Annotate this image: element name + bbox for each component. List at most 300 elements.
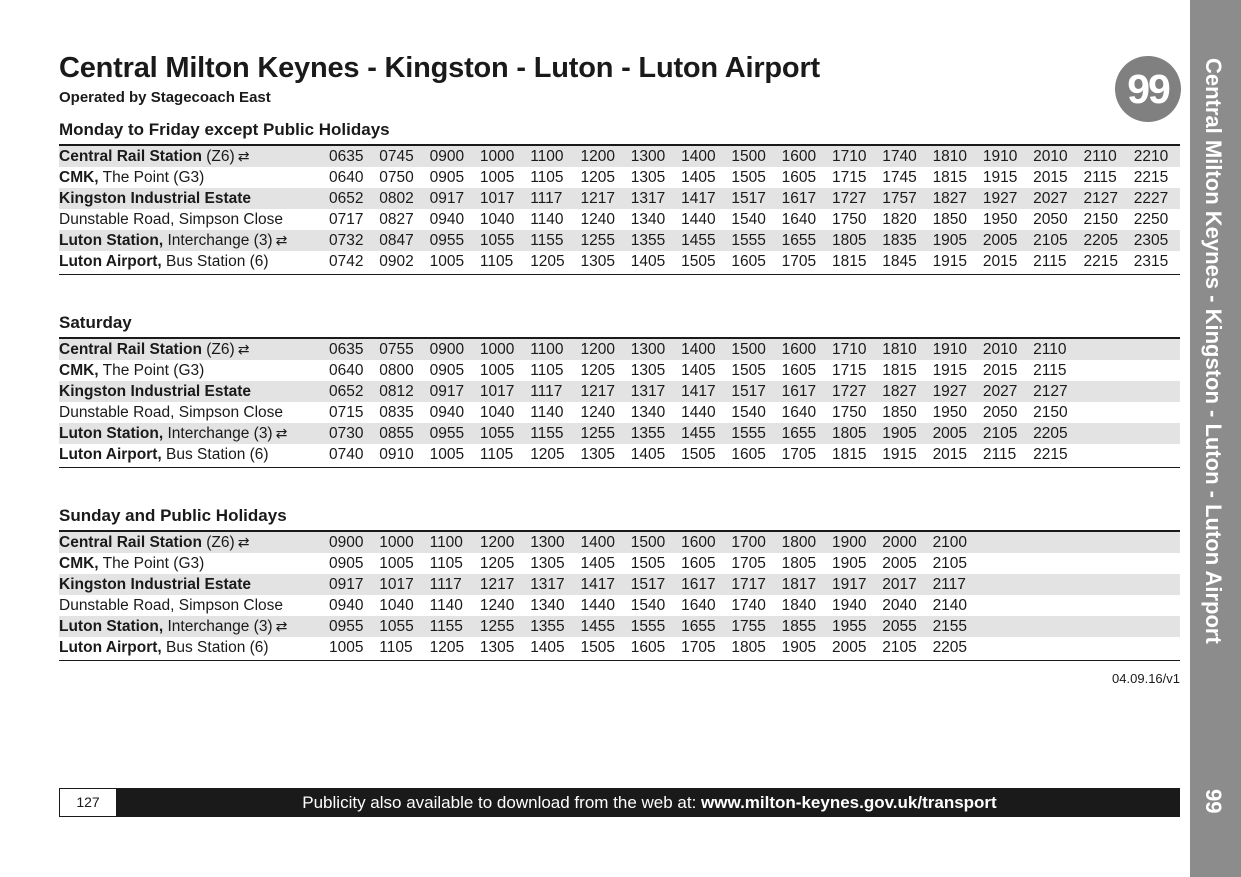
departure-time: 1750 <box>831 404 867 421</box>
departure-time: 1105 <box>530 362 564 379</box>
departure-time: 2155 <box>932 618 968 635</box>
departure-time: 2105 <box>1033 232 1068 249</box>
timetable-sunday <box>59 504 1180 661</box>
departure-time: 2127 <box>1083 190 1118 207</box>
departure-time: 1305 <box>580 446 615 463</box>
timetable-row <box>59 616 1180 637</box>
stop-detail: The Point (G3) <box>98 362 205 379</box>
stop-cell <box>59 444 329 465</box>
departure-time: 2027 <box>982 383 1018 400</box>
side-tab-route-number: 99 <box>1201 789 1226 814</box>
departure-time: 2005 <box>932 425 968 442</box>
section-heading: Monday to Friday except Public Holidays <box>59 118 1180 146</box>
departure-time: 1817 <box>781 576 817 593</box>
stop-cell <box>59 209 329 230</box>
departure-time: 1317 <box>630 383 666 400</box>
stop-detail: Dunstable Road, Simpson Close <box>59 597 284 614</box>
departure-time: 1255 <box>580 232 615 249</box>
departure-time: 1605 <box>731 446 766 463</box>
departure-time: 1740 <box>731 597 766 614</box>
departure-time: 1910 <box>932 341 968 358</box>
departure-time: 2205 <box>932 639 968 656</box>
departure-time: 1405 <box>530 639 565 656</box>
departure-time: 0750 <box>379 169 414 186</box>
timetable-row <box>59 423 1180 444</box>
departure-time: 1405 <box>630 253 666 270</box>
timetable-row <box>59 595 1180 616</box>
departure-time: 2215 <box>1133 169 1169 186</box>
departure-time: 1455 <box>681 232 716 249</box>
departure-time: 1005 <box>479 169 515 186</box>
departure-time: 1355 <box>530 618 565 635</box>
departure-time: 1540 <box>630 597 666 614</box>
departure-time: 2010 <box>982 341 1018 358</box>
departure-time: 1405 <box>580 555 615 572</box>
departure-time: 1200 <box>479 534 515 551</box>
departure-time: 2017 <box>882 576 917 593</box>
departure-time: 1555 <box>630 618 666 635</box>
departure-time: 1340 <box>530 597 565 614</box>
stop-name: Kingston Industrial Estate <box>59 383 252 400</box>
departure-time: 0640 <box>329 362 364 379</box>
departure-time: 2050 <box>982 404 1018 421</box>
departure-time: 0955 <box>429 232 465 249</box>
departure-time: 1755 <box>731 618 766 635</box>
departure-time: 1845 <box>882 253 917 270</box>
stop-name: Luton Airport, <box>59 253 162 270</box>
departure-time: 1605 <box>781 169 817 186</box>
stop-name: Luton Airport, <box>59 446 162 463</box>
stop-detail: (Z6) <box>201 341 235 358</box>
departure-time: 1727 <box>831 383 867 400</box>
stop-cell <box>59 251 329 272</box>
departure-time: 1640 <box>781 211 817 228</box>
departure-time: 2115 <box>1033 362 1067 379</box>
departure-time: 0800 <box>379 362 414 379</box>
stop-detail: (Z6) <box>201 534 235 551</box>
departure-time: 0717 <box>329 211 364 228</box>
departure-time: 1040 <box>479 211 515 228</box>
departure-time: 1950 <box>932 404 968 421</box>
stop-name: Luton Station, <box>59 425 164 442</box>
departure-time: 1517 <box>731 383 766 400</box>
departure-time: 2100 <box>932 534 968 551</box>
departure-time: 2205 <box>1033 425 1068 442</box>
departure-time: 1200 <box>580 341 615 358</box>
departure-time: 1655 <box>681 618 716 635</box>
departure-time: 1927 <box>982 190 1018 207</box>
departure-time: 1505 <box>630 555 666 572</box>
stop-detail: The Point (G3) <box>98 555 205 572</box>
departure-time: 1455 <box>681 425 716 442</box>
departure-time: 1340 <box>630 404 666 421</box>
departure-time: 1850 <box>882 404 917 421</box>
stop-detail: Bus Station (6) <box>161 253 269 270</box>
departure-time: 1205 <box>580 169 615 186</box>
departure-time: 1305 <box>630 362 666 379</box>
departure-time: 1440 <box>580 597 615 614</box>
departure-time: 1255 <box>479 618 515 635</box>
departure-time: 1915 <box>932 253 968 270</box>
timetable-weekday <box>59 118 1180 275</box>
stop-detail: Dunstable Road, Simpson Close <box>59 211 284 228</box>
departure-time: 1915 <box>932 362 968 379</box>
departure-time: 1705 <box>781 446 817 463</box>
departure-time: 1305 <box>479 639 515 656</box>
departure-time: 1017 <box>479 383 515 400</box>
departure-time: 0900 <box>329 534 364 551</box>
departure-time: 1240 <box>580 404 615 421</box>
departure-time: 2315 <box>1133 253 1169 270</box>
departure-time: 1400 <box>681 148 716 165</box>
departure-time: 2105 <box>982 425 1018 442</box>
departure-time: 1205 <box>530 253 565 270</box>
stop-detail: Dunstable Road, Simpson Close <box>59 404 284 421</box>
departure-time: 1655 <box>781 232 817 249</box>
departure-time: 1140 <box>530 211 564 228</box>
departure-time: 1217 <box>580 190 615 207</box>
departure-time: 2000 <box>882 534 917 551</box>
departure-time: 1317 <box>630 190 666 207</box>
departure-time: 0902 <box>379 253 414 270</box>
departure-time: 0730 <box>329 425 364 442</box>
page-number: 127 <box>60 789 116 816</box>
stop-name: Central Rail Station <box>59 534 202 551</box>
stop-cell <box>59 339 329 360</box>
departure-time: 1940 <box>831 597 867 614</box>
departure-time: 1105 <box>429 555 463 572</box>
stop-name: CMK, <box>59 362 99 379</box>
departure-time: 2115 <box>1033 253 1067 270</box>
stop-cell <box>59 574 329 595</box>
national-rail-icon: ⇄ <box>275 232 288 248</box>
departure-time: 2010 <box>1033 148 1068 165</box>
departure-time: 0742 <box>329 253 364 270</box>
timetable-row <box>59 553 1180 574</box>
departure-time: 2027 <box>1033 190 1068 207</box>
stop-detail: Bus Station (6) <box>161 446 269 463</box>
timetable-row <box>59 360 1180 381</box>
departure-time: 1500 <box>731 341 766 358</box>
departure-time: 1500 <box>731 148 766 165</box>
departure-time: 1300 <box>530 534 565 551</box>
departure-time: 0910 <box>379 446 414 463</box>
departure-time: 1710 <box>831 341 867 358</box>
departure-time: 1505 <box>731 169 766 186</box>
side-tab-title: Central Milton Keynes - Kingston - Luton - Luton Airport <box>1201 58 1226 644</box>
departure-time: 1605 <box>781 362 817 379</box>
departure-time: 1405 <box>681 169 716 186</box>
departure-time: 1405 <box>630 446 666 463</box>
departure-time: 1555 <box>731 232 766 249</box>
departure-time: 0740 <box>329 446 364 463</box>
departure-time: 1827 <box>882 383 917 400</box>
departure-time: 1815 <box>831 253 867 270</box>
departure-time: 1455 <box>580 618 615 635</box>
departure-time: 1905 <box>831 555 867 572</box>
departure-time: 1240 <box>479 597 515 614</box>
stop-cell <box>59 402 329 423</box>
stop-cell <box>59 553 329 574</box>
national-rail-icon: ⇄ <box>237 534 250 550</box>
departure-time: 1750 <box>831 211 867 228</box>
stop-cell <box>59 637 329 658</box>
departure-time: 0940 <box>429 404 465 421</box>
departure-time: 0917 <box>429 383 465 400</box>
footer-text <box>119 788 1180 817</box>
departure-time: 1915 <box>882 446 917 463</box>
departure-time: 2227 <box>1133 190 1169 207</box>
departure-time: 1000 <box>479 341 515 358</box>
departure-time: 1810 <box>882 341 917 358</box>
departure-time: 1905 <box>932 232 968 249</box>
departure-time: 1100 <box>530 341 564 358</box>
departure-time: 1800 <box>781 534 817 551</box>
departure-time: 1517 <box>630 576 666 593</box>
departure-time: 1100 <box>530 148 564 165</box>
departure-time: 1805 <box>831 425 867 442</box>
departure-time: 1927 <box>932 383 968 400</box>
departure-time: 2015 <box>1033 169 1068 186</box>
departure-time: 1517 <box>731 190 766 207</box>
departure-time: 1917 <box>831 576 867 593</box>
departure-time: 1105 <box>479 446 514 463</box>
departure-time: 1005 <box>429 253 465 270</box>
departure-time: 2305 <box>1133 232 1169 249</box>
departure-time: 2040 <box>882 597 917 614</box>
timetable-row <box>59 209 1180 230</box>
departure-time: 2205 <box>1083 232 1118 249</box>
departure-time: 1217 <box>580 383 615 400</box>
departure-time: 2005 <box>882 555 917 572</box>
timetable-row <box>59 637 1180 658</box>
section-heading: Saturday <box>59 311 1180 339</box>
stop-cell <box>59 381 329 402</box>
departure-time: 2015 <box>982 362 1018 379</box>
stop-detail: Interchange (3) <box>163 618 273 635</box>
departure-time: 1355 <box>630 232 666 249</box>
departure-time: 1617 <box>781 383 817 400</box>
departure-time: 1117 <box>530 190 563 207</box>
stop-name: Luton Station, <box>59 618 164 635</box>
timetable-row <box>59 532 1180 553</box>
timetable-row <box>59 444 1180 465</box>
departure-time: 1835 <box>882 232 917 249</box>
stop-cell <box>59 616 329 637</box>
departure-time: 2150 <box>1083 211 1118 228</box>
operator-label: Operated by Stagecoach East <box>59 89 271 106</box>
timetable-row <box>59 188 1180 209</box>
departure-time: 1117 <box>429 576 462 593</box>
departure-time: 0715 <box>329 404 364 421</box>
departure-time: 1640 <box>681 597 716 614</box>
timetable-row <box>59 167 1180 188</box>
timetable-rows <box>59 146 1180 272</box>
stop-cell <box>59 230 329 251</box>
departure-time: 0755 <box>379 341 414 358</box>
stop-name: Central Rail Station <box>59 148 202 165</box>
departure-time: 2110 <box>1083 148 1117 165</box>
departure-time: 1715 <box>831 169 867 186</box>
departure-time: 1810 <box>932 148 968 165</box>
timetable-row <box>59 339 1180 360</box>
departure-time: 0745 <box>379 148 414 165</box>
departure-time: 1105 <box>530 169 564 186</box>
departure-time: 1440 <box>681 211 716 228</box>
departure-time: 1017 <box>479 190 515 207</box>
departure-time: 0635 <box>329 148 364 165</box>
departure-time: 1540 <box>731 211 766 228</box>
departure-time: 1105 <box>479 253 514 270</box>
departure-time: 2055 <box>882 618 917 635</box>
departure-time: 1600 <box>781 148 817 165</box>
departure-time: 2115 <box>982 446 1017 463</box>
departure-time: 1710 <box>831 148 867 165</box>
departure-time: 1820 <box>882 211 917 228</box>
departure-time: 2005 <box>831 639 867 656</box>
departure-time: 1805 <box>731 639 766 656</box>
departure-time: 1340 <box>630 211 666 228</box>
departure-time: 2050 <box>1033 211 1068 228</box>
page-title: Central Milton Keynes - Kingston - Luton - Luton Airport <box>59 52 820 84</box>
departure-time: 1300 <box>630 341 666 358</box>
departure-time: 1405 <box>681 362 716 379</box>
departure-time: 0900 <box>429 148 465 165</box>
stop-cell <box>59 188 329 209</box>
departure-time: 1950 <box>982 211 1018 228</box>
stop-name: Luton Station, <box>59 232 164 249</box>
stop-cell <box>59 167 329 188</box>
departure-time: 1757 <box>882 190 917 207</box>
departure-time: 2117 <box>932 576 966 593</box>
national-rail-icon: ⇄ <box>237 148 250 164</box>
footer-message: Publicity also available to download from the web at: <box>302 793 702 812</box>
departure-time: 2140 <box>932 597 968 614</box>
departure-time: 2215 <box>1083 253 1118 270</box>
footer-url-link[interactable]: www.milton-keynes.gov.uk/transport <box>701 793 997 812</box>
departure-time: 1317 <box>530 576 565 593</box>
departure-time: 1040 <box>379 597 414 614</box>
timetable-rows <box>59 532 1180 658</box>
departure-time: 1140 <box>429 597 463 614</box>
departure-time: 0955 <box>429 425 465 442</box>
departure-time: 2015 <box>982 253 1018 270</box>
departure-time: 1605 <box>681 555 716 572</box>
timetable-row <box>59 402 1180 423</box>
departure-time: 1805 <box>831 232 867 249</box>
departure-time: 1400 <box>681 341 716 358</box>
national-rail-icon: ⇄ <box>275 425 288 441</box>
departure-time: 1440 <box>681 404 716 421</box>
departure-time: 2150 <box>1033 404 1068 421</box>
departure-time: 1017 <box>379 576 414 593</box>
departure-time: 0900 <box>429 341 465 358</box>
section-divider <box>59 467 1180 468</box>
timetable-row <box>59 574 1180 595</box>
departure-time: 2115 <box>1083 169 1117 186</box>
departure-time: 1605 <box>630 639 666 656</box>
departure-time: 1555 <box>731 425 766 442</box>
departure-time: 1815 <box>831 446 867 463</box>
departure-time: 0917 <box>429 190 465 207</box>
departure-time: 1655 <box>781 425 817 442</box>
departure-time: 1640 <box>781 404 817 421</box>
departure-time: 2105 <box>882 639 917 656</box>
stop-cell <box>59 532 329 553</box>
departure-time: 1055 <box>379 618 414 635</box>
departure-time: 1117 <box>530 383 563 400</box>
departure-time: 1600 <box>781 341 817 358</box>
departure-time: 1505 <box>681 446 716 463</box>
departure-time: 1740 <box>882 148 917 165</box>
departure-time: 1417 <box>580 576 615 593</box>
stop-detail: Interchange (3) <box>163 232 273 249</box>
departure-time: 1805 <box>781 555 817 572</box>
timetable-row <box>59 230 1180 251</box>
departure-time: 1140 <box>530 404 564 421</box>
departure-time: 0635 <box>329 341 364 358</box>
departure-time: 1005 <box>379 555 414 572</box>
departure-time: 0917 <box>329 576 364 593</box>
departure-time: 1205 <box>429 639 465 656</box>
section-divider <box>59 660 1180 661</box>
national-rail-icon: ⇄ <box>275 618 288 634</box>
departure-time: 1745 <box>882 169 917 186</box>
departure-time: 1727 <box>831 190 867 207</box>
departure-time: 1815 <box>882 362 917 379</box>
departure-time: 1505 <box>731 362 766 379</box>
departure-time: 2127 <box>1033 383 1068 400</box>
departure-time: 1355 <box>630 425 666 442</box>
departure-time: 0955 <box>329 618 364 635</box>
departure-time: 1100 <box>429 534 463 551</box>
departure-time: 1040 <box>479 404 515 421</box>
departure-time: 1505 <box>580 639 615 656</box>
departure-time: 0905 <box>429 169 465 186</box>
stop-detail: The Point (G3) <box>98 169 205 186</box>
departure-time: 1910 <box>982 148 1018 165</box>
section-heading: Sunday and Public Holidays <box>59 504 1180 532</box>
footer-bar <box>59 788 1180 817</box>
stop-name: Central Rail Station <box>59 341 202 358</box>
stop-cell <box>59 146 329 167</box>
stop-detail: (Z6) <box>201 148 235 165</box>
departure-time: 1705 <box>681 639 716 656</box>
departure-time: 1905 <box>781 639 817 656</box>
departure-time: 1155 <box>530 232 564 249</box>
departure-time: 0940 <box>329 597 364 614</box>
departure-time: 1005 <box>329 639 364 656</box>
timetable-row <box>59 251 1180 272</box>
departure-time: 1827 <box>932 190 968 207</box>
departure-time: 1055 <box>479 425 515 442</box>
departure-time: 1505 <box>681 253 716 270</box>
departure-time: 1540 <box>731 404 766 421</box>
departure-time: 0802 <box>379 190 414 207</box>
departure-time: 1005 <box>479 362 515 379</box>
departure-time: 1605 <box>731 253 766 270</box>
departure-time: 0812 <box>379 383 414 400</box>
departure-time: 0640 <box>329 169 364 186</box>
departure-time: 2005 <box>982 232 1018 249</box>
stop-cell <box>59 423 329 444</box>
stop-name: Kingston Industrial Estate <box>59 190 252 207</box>
stop-name: CMK, <box>59 555 99 572</box>
departure-time: 0827 <box>379 211 414 228</box>
stop-detail: Bus Station (6) <box>161 639 269 656</box>
departure-time: 2110 <box>1033 341 1067 358</box>
departure-time: 1717 <box>731 576 766 593</box>
